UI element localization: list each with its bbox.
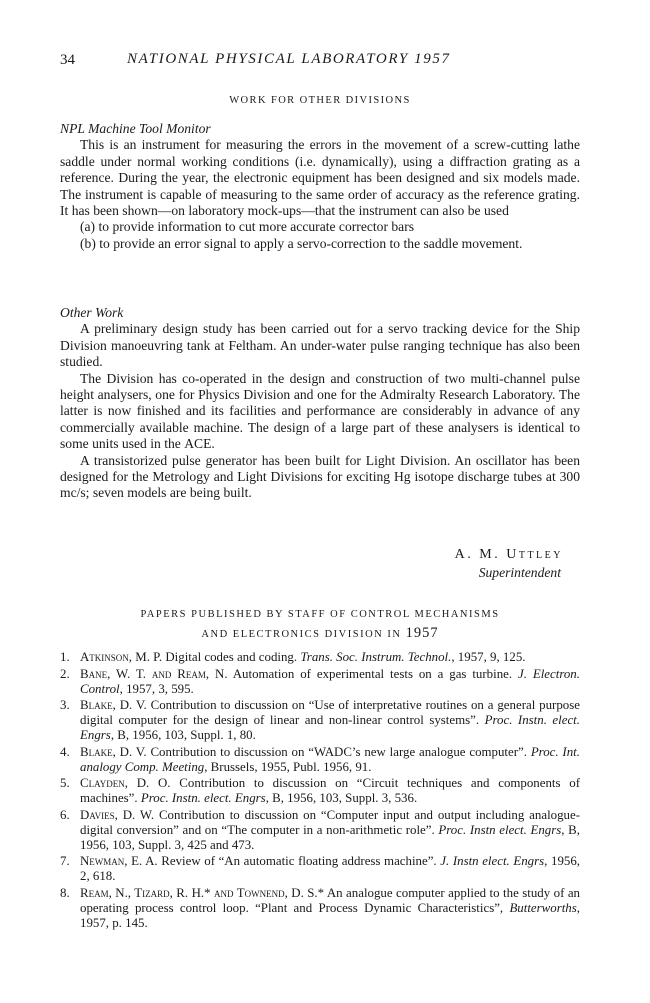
- reference-author: Davies, D. W.: [80, 807, 155, 822]
- reference-source: Proc. Instn. elect. Engrs: [80, 713, 580, 742]
- reference-author: Blake, D. V.: [80, 698, 147, 713]
- reference-title: Automation of experimental tests on a gas turbine.: [232, 666, 513, 681]
- reference-details: , 1957, 9, 125.: [451, 650, 526, 664]
- other-work-paragraph-3: A transistorized pulse generator has been built for Light Division. An oscillator has been designed for the Metrology and Light Divisions for exciting Hg isotope discharge tubes at 300 mc/s; seven models are being built.: [60, 452, 580, 501]
- list-item-b: (b) to provide an error signal to apply a servo-correction to the saddle movement.: [80, 235, 523, 251]
- reference-details: , 1957, 3, 595.: [119, 681, 194, 696]
- reference-details: , B, 1956, 103, Suppl. 3, 536.: [265, 791, 418, 806]
- reference-source: Proc. Instn. elect. Engrs: [140, 791, 266, 806]
- reference-details: , B, 1956, 103, Suppl. 3, 425 and 473.: [80, 822, 580, 852]
- reference-source: Proc. Instn elect. Engrs: [438, 822, 562, 837]
- machine-tool-paragraph: This is an instrument for measuring the errors in the movement of a screw-cutting lathe saddle under normal working conditions (i.e. dynamically), using a diffraction grating as a reference. During the year, the electronic equipment has been designed and six models made. The instrument is capable of measuring to the same order of accuracy as the reference grating. It has been shown—on laboratory mock-ups—that the instrument can also be used: [60, 137, 580, 219]
- reference-author: Ream, N., Tizard, R. H.* and Townend, D. S.*: [80, 885, 325, 900]
- machine-tool-section: [60, 121, 580, 252]
- section-title: WORK FOR OTHER DIVISIONS: [229, 95, 411, 106]
- ace-abbreviation: ACE: [184, 436, 212, 452]
- paragraph-2-end: .: [211, 436, 215, 452]
- reference-details: , B, 1956, 103, Suppl. 1, 80.: [110, 727, 256, 742]
- list-item-a: (a) to provide information to cut more accurate corrector bars: [80, 219, 415, 235]
- reference-details: , 1956, 2, 618.: [80, 854, 581, 884]
- other-work-paragraph-1: A preliminary design study has been carried out for a servo tracking device for the Ship Division manoeuvring tank at Feltham. An under-water pulse ranging technique has also been studied.: [60, 321, 580, 370]
- other-work-heading: Other Work: [60, 305, 124, 320]
- reference-author: Clayden, D. O.: [80, 776, 171, 791]
- other-work-paragraph-2: [60, 371, 580, 453]
- reference-source: Trans. Soc. Instrum. Technol.: [300, 650, 452, 664]
- papers-heading: [60, 605, 580, 644]
- reference-number: 1.: [60, 650, 70, 664]
- reference-item: [60, 667, 580, 697]
- reference-source: Butterworths: [509, 900, 577, 915]
- reference-author: Newman, E. A.: [80, 854, 158, 869]
- reference-title: Contribution to discussion on “WADC’s new large analogue computer”.: [150, 744, 527, 759]
- reference-author: Bane, W. T. and Ream, N.: [80, 666, 228, 681]
- reference-item: [60, 854, 580, 884]
- paragraph-2-text: The Division has co-operated in the design and construction of two multi-channel pulse height analysers, one for Physics Division and one for the Admiralty Research Laboratory. The latter is now finished and its facilities and performance are considerably in advance of any commercially available machine. The design of a large part of these analysers is identical to some units used in the: [60, 370, 580, 452]
- signature-block: [60, 547, 563, 581]
- reference-title: Review of “An automatic floating address machine”.: [161, 854, 437, 869]
- reference-number: 2.: [60, 666, 70, 681]
- reference-title: Contribution to discussion on “Use of interpretative routines on a general purpose digital computer for the design of linear and non-linear control systems”.: [80, 698, 580, 728]
- reference-item: [60, 808, 580, 852]
- reference-number: 8.: [60, 885, 70, 900]
- papers-year: 1957: [405, 625, 439, 641]
- reference-source: Proc. Int. analogy Comp. Meeting: [80, 744, 580, 774]
- reference-title: Contribution to discussion on “Computer input and output including analogue-digital conversion” and on “The computer in a non-arithmetic role”.: [80, 807, 580, 837]
- reference-list: [60, 650, 580, 932]
- reference-details: , 1957, p. 145.: [80, 900, 580, 930]
- papers-title-line-1: PAPERS PUBLISHED BY STAFF OF CONTROL MECHANISMS: [140, 609, 500, 620]
- reference-item: [60, 650, 580, 665]
- signature-name: A. M. Uttley: [454, 547, 563, 562]
- reference-source: J. Instn elect. Engrs: [440, 854, 545, 869]
- signature-role: Superintendent: [478, 565, 561, 580]
- reference-author: Blake, D. V.: [80, 744, 147, 759]
- running-title: NATIONAL PHYSICAL LABORATORY 1957: [127, 51, 451, 67]
- reference-source: J. Electron. Control: [80, 666, 580, 696]
- reference-title: Contribution to discussion on “Circuit techniques and components of machines”.: [80, 776, 580, 806]
- machine-tool-heading: NPL Machine Tool Monitor: [60, 121, 211, 136]
- reference-number: 7.: [60, 854, 70, 869]
- reference-number: 5.: [60, 776, 70, 791]
- page-number: 34: [60, 52, 75, 68]
- reference-number: 6.: [60, 807, 70, 822]
- papers-title-text: AND ELECTRONICS DIVISION IN: [201, 629, 402, 640]
- reference-number: 4.: [60, 744, 70, 759]
- reference-title: An analogue computer applied to the study of an operating process control loop. “Plant and Process Dynamic Characteristics”,: [80, 885, 580, 915]
- reference-item: [60, 698, 580, 742]
- reference-title: Digital codes and coding.: [165, 650, 298, 664]
- other-work-section: [60, 305, 580, 502]
- papers-title-line-2: [60, 624, 580, 644]
- reference-item: [60, 886, 580, 930]
- reference-item: [60, 745, 580, 775]
- reference-number: 3.: [60, 698, 70, 713]
- reference-author: Atkinson, M. P.: [80, 650, 163, 664]
- reference-details: , Brussels, 1955, Publ. 1956, 91.: [204, 759, 372, 774]
- reference-item: [60, 776, 580, 806]
